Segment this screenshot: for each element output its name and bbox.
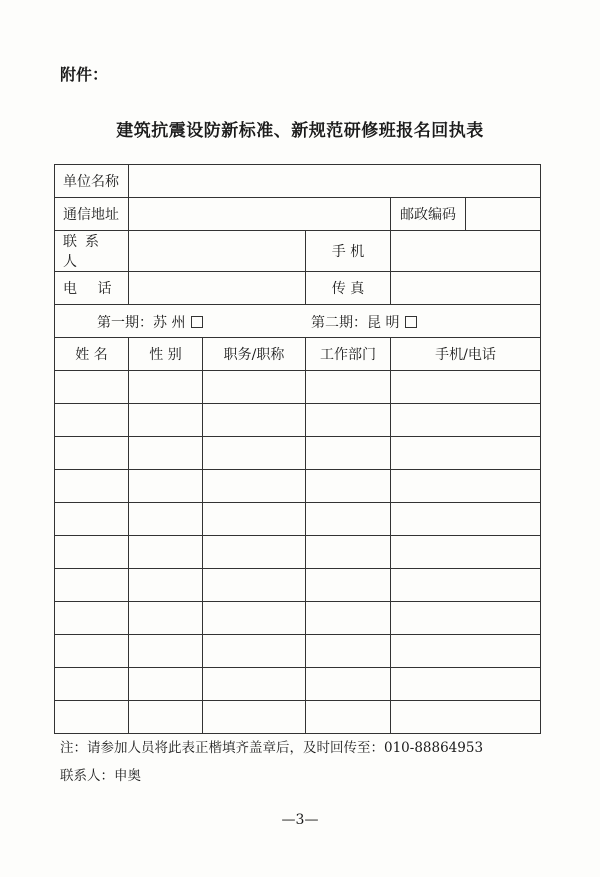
attachment-label: 附件： [60, 65, 109, 84]
entry-name-cell[interactable] [55, 569, 129, 602]
col-name-header: 姓 名 [55, 338, 129, 371]
entry-name-cell[interactable] [55, 536, 129, 569]
entry-title-cell[interactable] [203, 635, 306, 668]
entry-department-cell[interactable] [306, 602, 391, 635]
entry-title-cell[interactable] [203, 470, 306, 503]
entry-phone-cell[interactable] [391, 635, 541, 668]
col-title-header: 职务/职称 [203, 338, 306, 371]
session-cell [55, 305, 541, 338]
contact-field[interactable] [129, 231, 306, 272]
session2 [311, 312, 417, 332]
col-department-header: 工作部门 [306, 338, 391, 371]
entry-department-cell[interactable] [306, 371, 391, 404]
unit-name-label: 单位名称 [55, 165, 129, 198]
entry-row [55, 503, 541, 536]
page-number: —3— [281, 812, 319, 828]
postcode-label: 邮政编码 [391, 198, 466, 231]
entry-gender-cell[interactable] [129, 404, 203, 437]
phone-row [55, 272, 541, 305]
entry-department-cell[interactable] [306, 701, 391, 734]
fax-field[interactable] [391, 272, 541, 305]
session1-label: 第一期：苏 州 [97, 315, 186, 331]
entry-title-cell[interactable] [203, 602, 306, 635]
entry-department-cell[interactable] [306, 536, 391, 569]
entry-phone-cell[interactable] [391, 602, 541, 635]
entry-title-cell[interactable] [203, 536, 306, 569]
fax-label: 传 真 [306, 272, 391, 305]
entry-gender-cell[interactable] [129, 668, 203, 701]
entry-row [55, 602, 541, 635]
contact-row [55, 231, 541, 272]
entry-gender-cell[interactable] [129, 371, 203, 404]
entry-name-cell[interactable] [55, 701, 129, 734]
entry-department-cell[interactable] [306, 470, 391, 503]
entry-title-cell[interactable] [203, 503, 306, 536]
contact-person: 联系人：申奥 [60, 768, 141, 784]
entry-department-cell[interactable] [306, 668, 391, 701]
entry-name-cell[interactable] [55, 404, 129, 437]
entry-gender-cell[interactable] [129, 536, 203, 569]
session1 [97, 312, 203, 332]
unit-name-field[interactable] [129, 165, 541, 198]
col-gender-header: 性 别 [129, 338, 203, 371]
contact-label: 联系人 [55, 231, 129, 272]
entry-department-cell[interactable] [306, 437, 391, 470]
entry-phone-cell[interactable] [391, 536, 541, 569]
entry-name-cell[interactable] [55, 437, 129, 470]
entry-title-cell[interactable] [203, 569, 306, 602]
col-phone-header: 手机/电话 [391, 338, 541, 371]
address-row [55, 198, 541, 231]
entry-row [55, 668, 541, 701]
mobile-field[interactable] [391, 231, 541, 272]
entry-gender-cell[interactable] [129, 569, 203, 602]
entry-name-cell[interactable] [55, 635, 129, 668]
session2-label: 第二期：昆 明 [311, 315, 400, 331]
entry-gender-cell[interactable] [129, 602, 203, 635]
session-row [55, 305, 541, 338]
form-title: 建筑抗震设防新标准、新规范研修班报名回执表 [116, 121, 484, 141]
entry-name-cell[interactable] [55, 470, 129, 503]
entry-title-cell[interactable] [203, 701, 306, 734]
entry-row [55, 635, 541, 668]
phone-field[interactable] [129, 272, 306, 305]
entry-title-cell[interactable] [203, 437, 306, 470]
entry-phone-cell[interactable] [391, 404, 541, 437]
registration-form [54, 164, 541, 734]
entry-gender-cell[interactable] [129, 470, 203, 503]
entry-phone-cell[interactable] [391, 371, 541, 404]
entry-phone-cell[interactable] [391, 569, 541, 602]
address-field[interactable] [129, 198, 391, 231]
note: 注：请参加人员将此表正楷填齐盖章后，及时回传至：010-88864953 [60, 740, 484, 756]
entry-gender-cell[interactable] [129, 701, 203, 734]
entry-gender-cell[interactable] [129, 503, 203, 536]
session1-checkbox[interactable] [191, 316, 203, 328]
phone-label: 电 话 [55, 272, 129, 305]
entry-title-cell[interactable] [203, 668, 306, 701]
entry-gender-cell[interactable] [129, 437, 203, 470]
postcode-field[interactable] [466, 198, 541, 231]
column-header-row [55, 338, 541, 371]
entry-row [55, 701, 541, 734]
entry-title-cell[interactable] [203, 404, 306, 437]
entry-gender-cell[interactable] [129, 635, 203, 668]
entry-name-cell[interactable] [55, 371, 129, 404]
entry-title-cell[interactable] [203, 371, 306, 404]
entry-name-cell[interactable] [55, 602, 129, 635]
entry-row [55, 470, 541, 503]
entry-department-cell[interactable] [306, 635, 391, 668]
entry-phone-cell[interactable] [391, 668, 541, 701]
entry-row [55, 569, 541, 602]
entry-row [55, 404, 541, 437]
session2-checkbox[interactable] [405, 316, 417, 328]
address-label: 通信地址 [55, 198, 129, 231]
unit-name-row [55, 165, 541, 198]
entry-row [55, 437, 541, 470]
entry-department-cell[interactable] [306, 503, 391, 536]
mobile-label: 手 机 [306, 231, 391, 272]
entry-phone-cell[interactable] [391, 503, 541, 536]
entry-phone-cell[interactable] [391, 437, 541, 470]
entry-phone-cell[interactable] [391, 701, 541, 734]
entry-phone-cell[interactable] [391, 470, 541, 503]
entry-department-cell[interactable] [306, 569, 391, 602]
entry-row [55, 536, 541, 569]
entry-row [55, 371, 541, 404]
entry-name-cell[interactable] [55, 668, 129, 701]
entry-name-cell[interactable] [55, 503, 129, 536]
entry-department-cell[interactable] [306, 404, 391, 437]
